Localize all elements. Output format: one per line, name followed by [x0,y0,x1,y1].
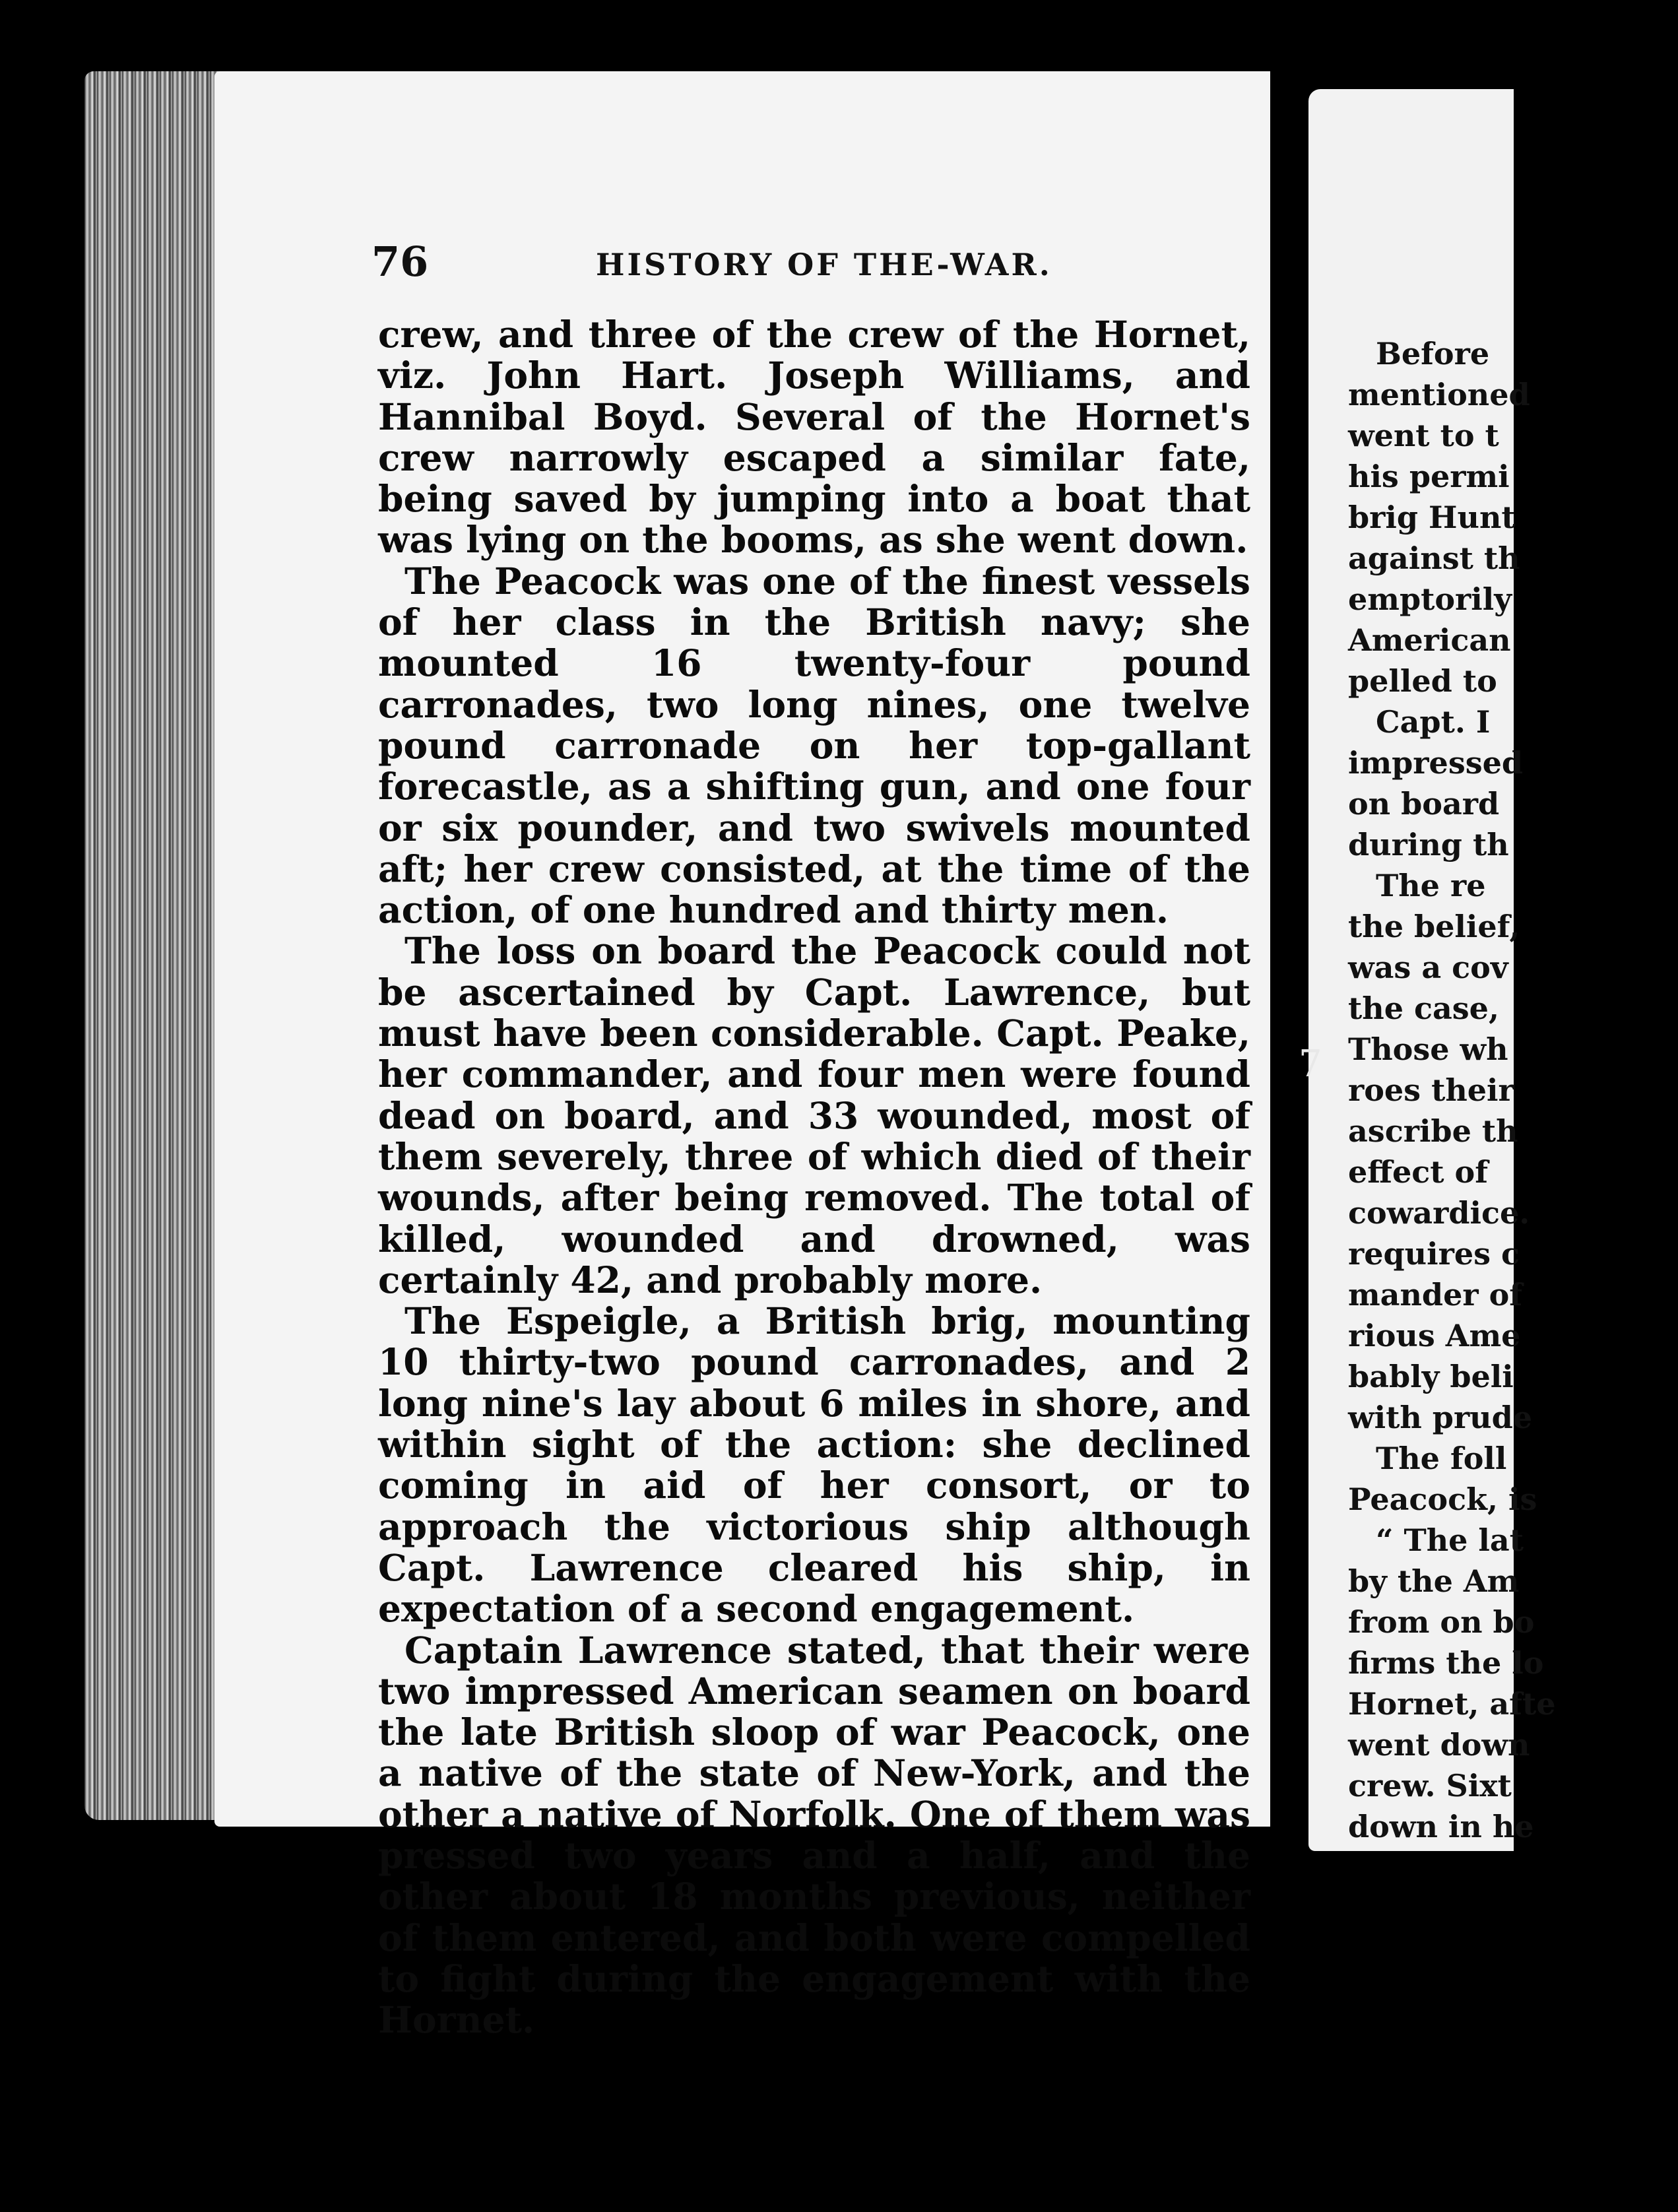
right-page-line: by the Am [1348,1563,1520,1599]
paragraph: The Espeigle, a British brig, mounting 10 thirty-two pound carronades, and 2 long nine's lay about 6 miles in shore, and within sight of the action: she declined coming in aid of her consort, or to approach the victorious ship although Capt. Lawrence cleared his ship, in expectation of a second engagement. [378,1299,1250,1631]
running-head [371,238,1249,290]
right-page-line: requires c [1348,1236,1520,1272]
right-page-line: mander of [1348,1277,1523,1313]
right-page-line: American [1348,622,1511,658]
margin-mark: 7 [1299,1043,1322,1086]
right-page-line: crew. Sixt [1348,1768,1512,1804]
right-page-line: Capt. I [1376,704,1491,740]
book-gutter [1270,66,1308,1841]
right-page-line: ascribe th [1348,1113,1518,1149]
right-page-line: from on bo [1348,1604,1535,1640]
right-page-line: Hornet, afte [1348,1686,1556,1722]
paragraph: The loss on board the Peacock could not be ascertained by Capt. Lawrence, but must have been considerable. Capt. Peake, her commander, and four men were found dead on board, and 33 wounded, most of them severely, three of which died of their wounds, after being removed. The total of killed, wounded and drowned, was certainly 42, and probably more. [378,929,1250,1301]
right-page-line: impressed [1348,745,1524,781]
right-page-line: during th [1348,827,1509,862]
right-page-line: “ The lat [1376,1522,1524,1558]
right-page-line: the belief, [1348,909,1520,944]
running-head-title: HISTORY OF THE-WAR. [596,247,1052,282]
right-page-line: his permi [1348,459,1510,494]
right-page-line: mentioned [1348,377,1530,412]
right-page-line: pelled to [1348,663,1497,699]
right-page-line: went to t [1348,418,1499,453]
right-page-line: with prude [1348,1400,1533,1435]
right-page-line: Before [1376,336,1490,372]
right-page-line: on board [1348,786,1500,822]
right-page-line: brig Hunt [1348,500,1516,535]
paragraph: Captain Lawrence stated, that their were two impressed American seamen on board the late British sloop of war Peacock, one a native of the state of New-York, and the other a native of Norfolk. One of them was pressed two years and a half, and the other about 18 months previous, neither of them entered, and both were compelled to fight during the engagement with the Hornet. [378,1628,1250,2042]
page-number: 76 [371,238,429,286]
right-page-line: The foll [1376,1441,1507,1476]
right-page-line: roes their [1348,1072,1514,1108]
paragraph: crew, and three of the crew of the Hornet, viz. John Hart. Joseph Williams, and Hannibal Boyd. Several of the Hornet's crew narrowly escaped a similar fate, being saved by jumping into a boat that was lying on the booms, as she went down. [378,313,1250,562]
right-page-line: against th [1348,540,1520,576]
right-page-line: Peacock, is [1348,1481,1537,1517]
right-page-line: was a cov [1348,950,1508,985]
right-page-text [1348,333,1678,1847]
body-text [378,314,1250,2040]
paragraph: The Peacock was one of the finest vessels of her class in the British navy; she mounted 16 twenty-four pound carronades, two long nines, one twelve pound carronade on her top-gallant forecastle, as a shifting gun, and one four or six pounder, and two swivels mounted aft; her crew consisted, at the time of the action, of one hundred and thirty men. [378,559,1250,932]
right-page-line: the case, [1348,991,1499,1026]
right-page-line: emptorily [1348,581,1512,617]
right-page-line: cowardice. [1348,1195,1530,1231]
right-page [1308,89,1556,1851]
right-page-line: firms the lo [1348,1645,1544,1681]
right-page-line: bably beli [1348,1359,1514,1394]
right-page-line: Those wh [1348,1031,1508,1067]
book-page-edges [84,71,223,1820]
right-page-line: rious Ame [1348,1318,1521,1353]
right-page-line: went down [1348,1727,1530,1763]
right-page-line: down in he [1348,1809,1534,1844]
right-page-line: The re [1376,868,1486,903]
right-page-line: effect of [1348,1154,1489,1190]
